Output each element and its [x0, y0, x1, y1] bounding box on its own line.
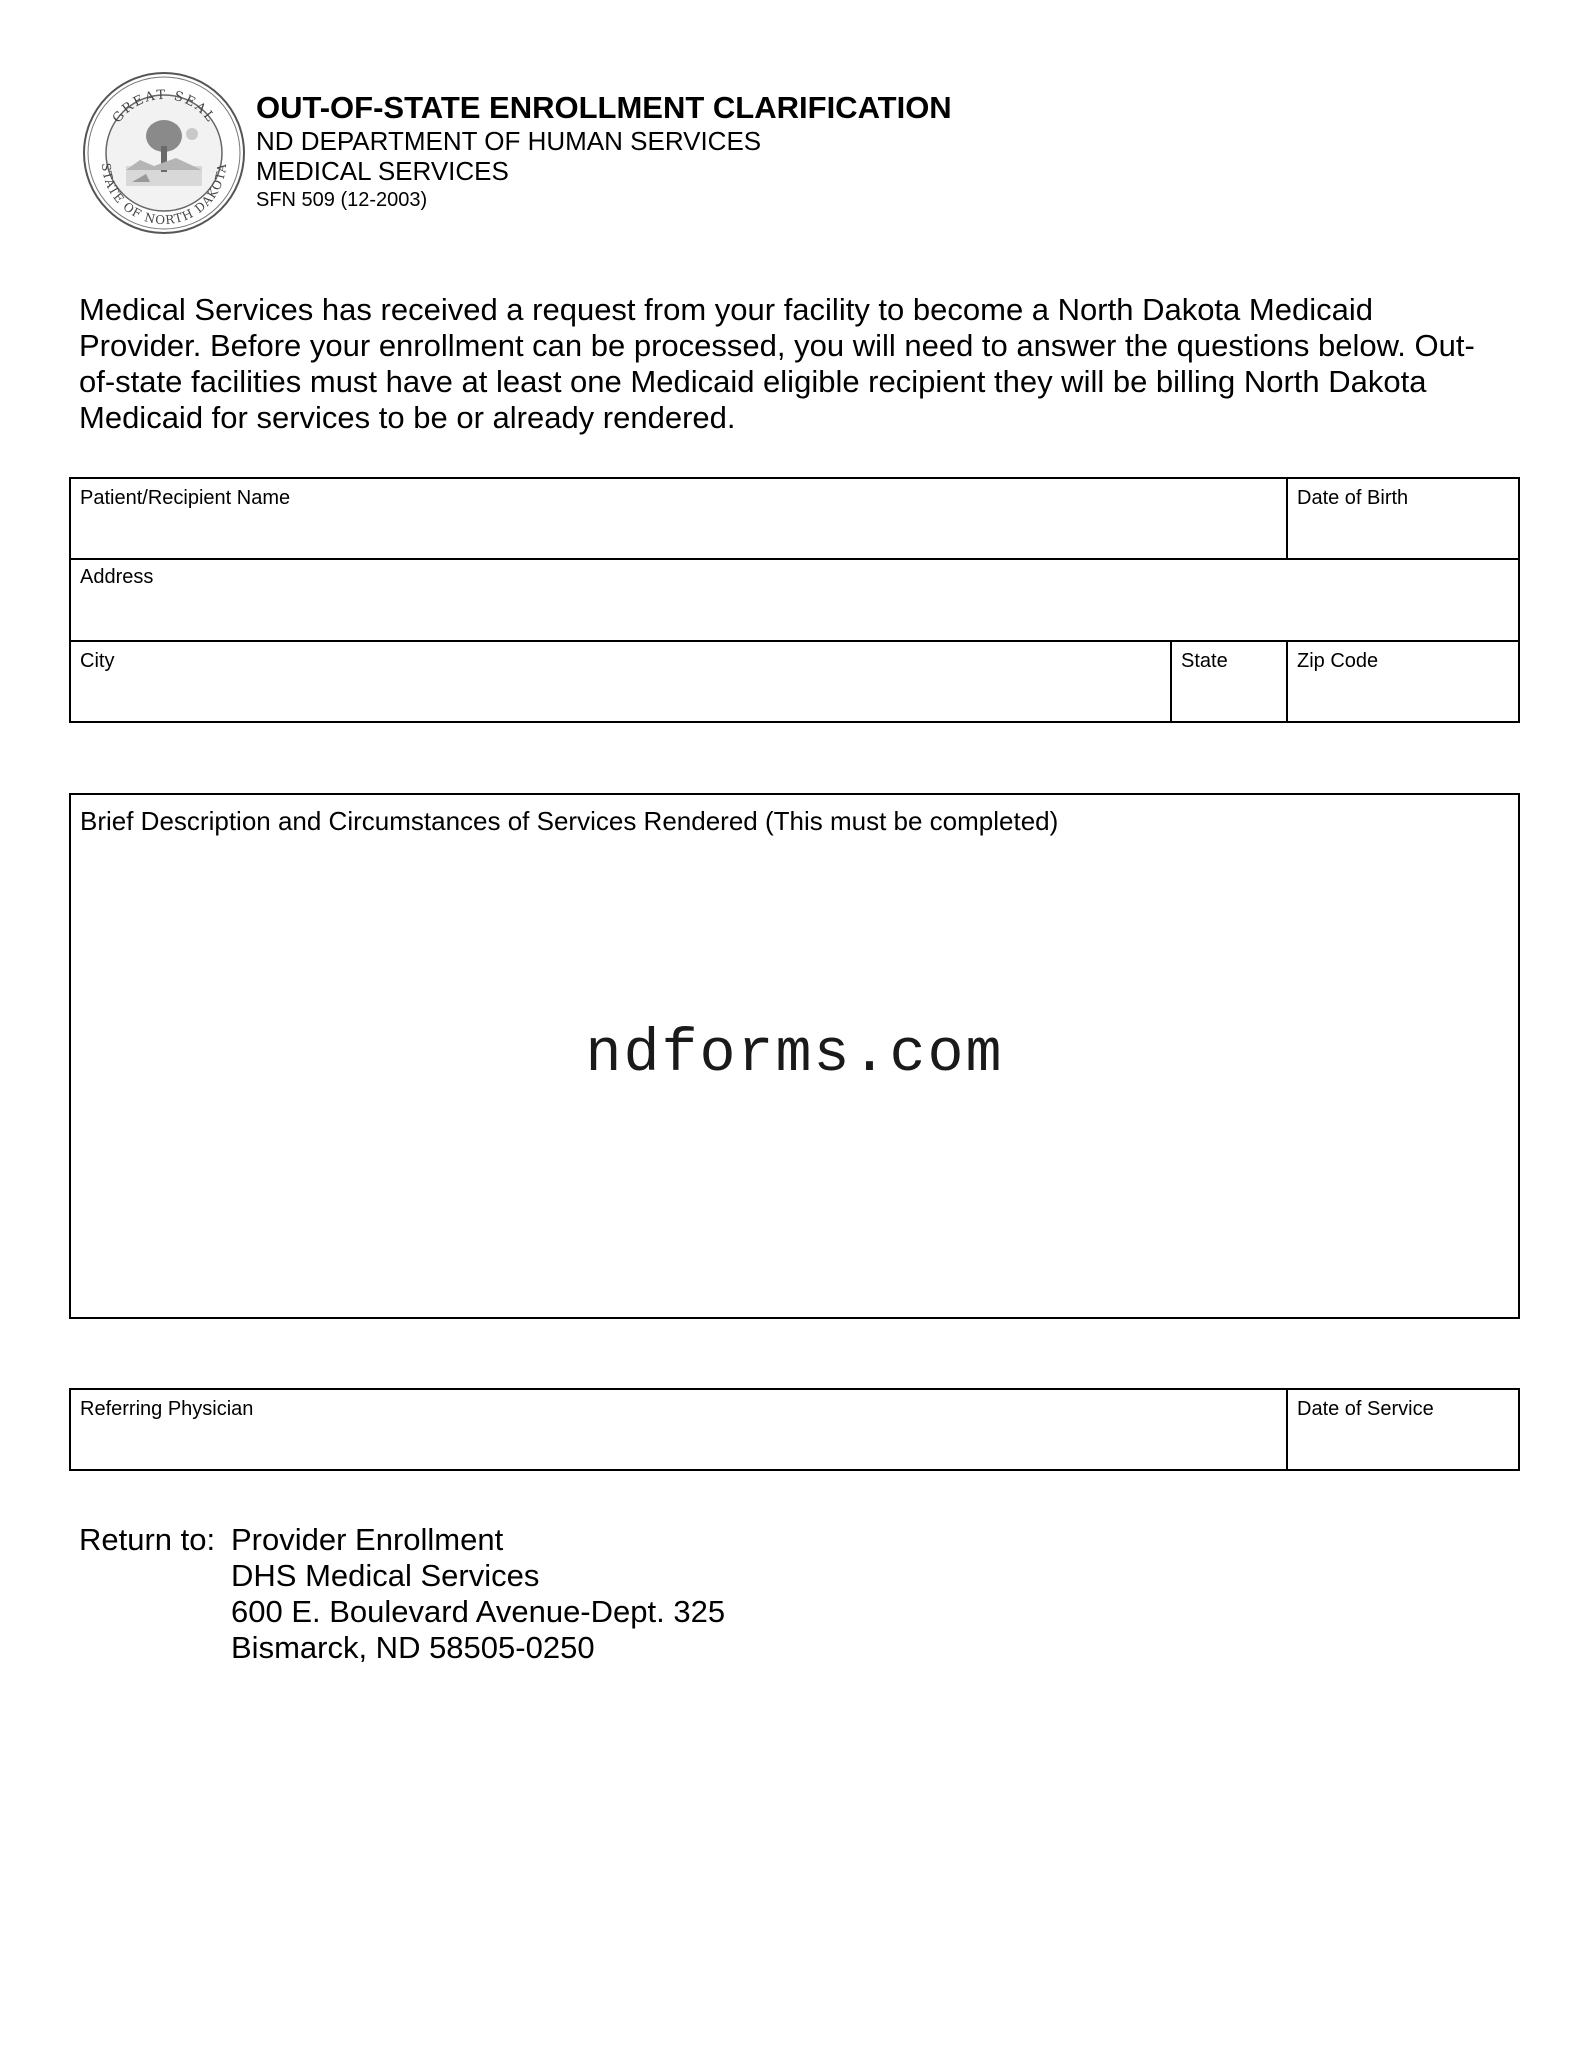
address-field[interactable]	[69, 558, 1520, 642]
date-of-service-field[interactable]	[1286, 1388, 1520, 1471]
department-name: ND DEPARTMENT OF HUMAN SERVICES	[256, 126, 762, 156]
referring-physician-label: Referring Physician	[80, 1398, 254, 1420]
watermark-text: ndforms.com	[585, 1021, 1004, 1089]
city-field[interactable]	[69, 640, 1172, 723]
form-number: SFN 509 (12-2003)	[256, 189, 428, 211]
return-line: DHS Medical Services	[231, 1558, 540, 1593]
zip-code-field[interactable]	[1286, 640, 1520, 723]
zip-code-label: Zip Code	[1297, 650, 1379, 672]
patient-name-field[interactable]	[69, 477, 1288, 560]
state-field[interactable]	[1170, 640, 1288, 723]
city-label: City	[80, 650, 115, 672]
service-description-field[interactable]	[69, 793, 1520, 1319]
north-dakota-state-seal	[80, 70, 248, 236]
return-line: 600 E. Boulevard Avenue-Dept. 325	[231, 1594, 726, 1629]
form-header	[256, 92, 952, 210]
return-address-lines	[231, 1522, 725, 1666]
referring-physician-field[interactable]	[69, 1388, 1288, 1471]
return-line: Bismarck, ND 58505-0250	[231, 1630, 595, 1665]
state-label: State	[1181, 650, 1228, 672]
form-title: OUT-OF-STATE ENROLLMENT CLARIFICATION	[256, 90, 952, 125]
svg-text:GREAT SEAL: GREAT SEAL	[109, 87, 219, 127]
service-description-label: Brief Description and Circumstances of Services Rendered (This must be completed)	[80, 806, 1059, 836]
date-of-service-label: Date of Service	[1297, 1398, 1434, 1420]
intro-paragraph: Medical Services has received a request from your facility to become a North Dakota Medicaid Provider. Before your enrollment can be processed, you will need to answer the questions below. Out-of-state facilities must have at least one Medicaid eligible recipient they will be billing North Dakota Medicaid for services to be or already rendered.	[79, 292, 1475, 435]
date-of-birth-label: Date of Birth	[1297, 487, 1409, 509]
svg-text:STATE OF NORTH DAKOTA: STATE OF NORTH DAKOTA	[98, 162, 230, 228]
division-name: MEDICAL SERVICES	[256, 156, 509, 186]
return-to-label: Return to:	[79, 1522, 216, 1557]
patient-name-label: Patient/Recipient Name	[80, 487, 291, 509]
address-label: Address	[80, 566, 154, 588]
date-of-birth-field[interactable]	[1286, 477, 1520, 560]
return-line: Provider Enrollment	[231, 1522, 504, 1557]
